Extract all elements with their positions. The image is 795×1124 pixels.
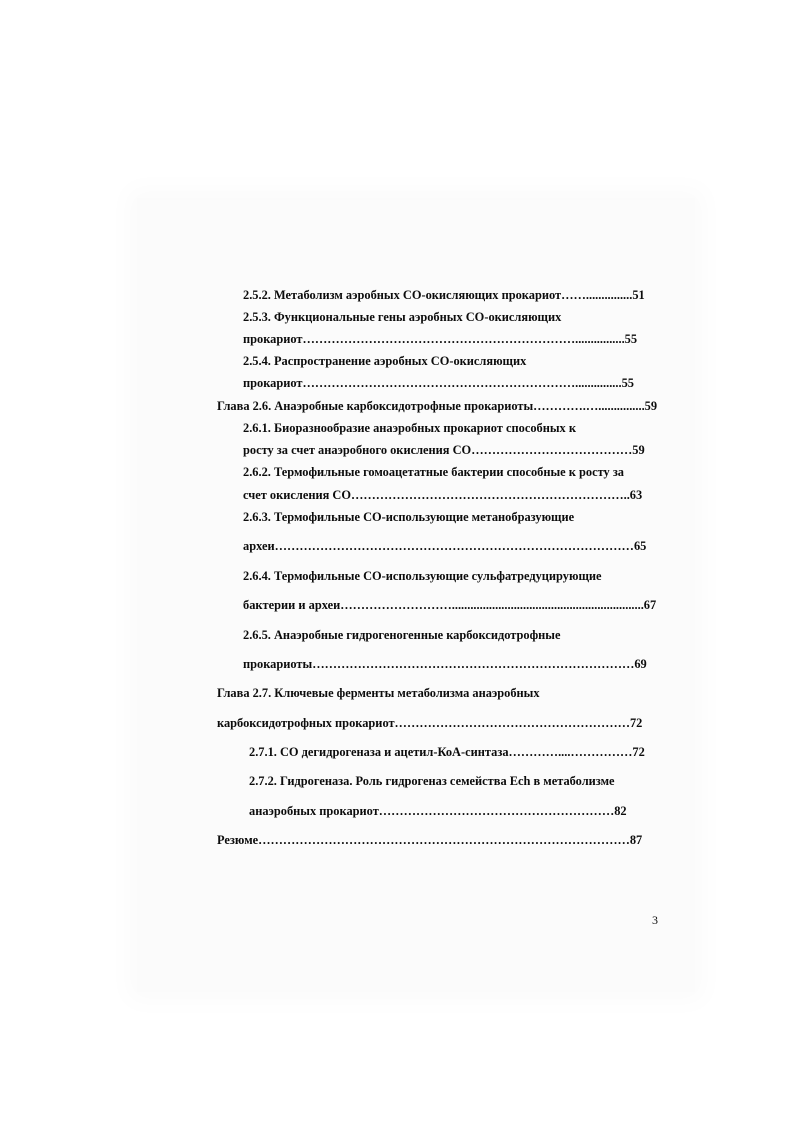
toc-line: 2.7.1. СО дегидрогеназа и ацетил-КоА-синтаза…………....……………72	[249, 745, 645, 759]
toc-line: анаэробных прокариот…………………………………………………82	[249, 804, 627, 818]
toc-line: бактерии и археи………………………..............................................................67	[243, 598, 657, 612]
toc-line: прокариот…………………………………………………………...............55	[243, 376, 634, 390]
toc-line: карбоксидотрофных прокариот…………………………………………………72	[217, 716, 643, 730]
page-number: 3	[652, 913, 658, 927]
toc-line: росту за счет анаэробного окисления СО…………………………………59	[243, 443, 645, 457]
toc-line: 2.6.1. Биоразнообразие анаэробных прокариот способных к	[243, 421, 576, 435]
toc-line: 2.6.3. Термофильные СО-использующие метанобразующие	[243, 510, 575, 524]
toc-line: 2.5.2. Метаболизм аэробных СО-окисляющих прокариот……...............51	[243, 288, 645, 302]
toc-line: 2.6.5. Анаэробные гидрогеногенные карбоксидотрофные	[243, 628, 561, 642]
toc-line: 2.5.3. Функциональные гены аэробных СО-окисляющих	[243, 310, 562, 324]
toc-line: 2.5.4. Распространение аэробных СО-окисляющих	[243, 354, 527, 368]
toc-line: Резюме………………………………………………………………………………87	[217, 833, 643, 847]
toc-line: 2.6.2. Термофильные гомоацетатные бактерии способные к росту за	[243, 465, 624, 479]
toc-line: 2.6.4. Термофильные СО-использующие сульфатредуцирующие	[243, 569, 602, 583]
toc-line: 2.7.2. Гидрогеназа. Роль гидрогеназ семейства Ech в метаболизме	[249, 774, 615, 788]
toc-line: Глава 2.6. Анаэробные карбоксидотрофные прокариоты………….…...............59	[217, 399, 658, 413]
toc-line: прокариоты……………………………………………………………………69	[243, 657, 647, 671]
toc-line: прокариот…………………………………………………………................55	[243, 332, 638, 346]
toc-line: счет окисления СО…………………………………………………………..63	[243, 488, 643, 502]
toc-line: археи……………………………………………………………………………65	[243, 539, 647, 553]
toc-line: Глава 2.7. Ключевые ферменты метаболизма анаэробных	[217, 686, 540, 700]
